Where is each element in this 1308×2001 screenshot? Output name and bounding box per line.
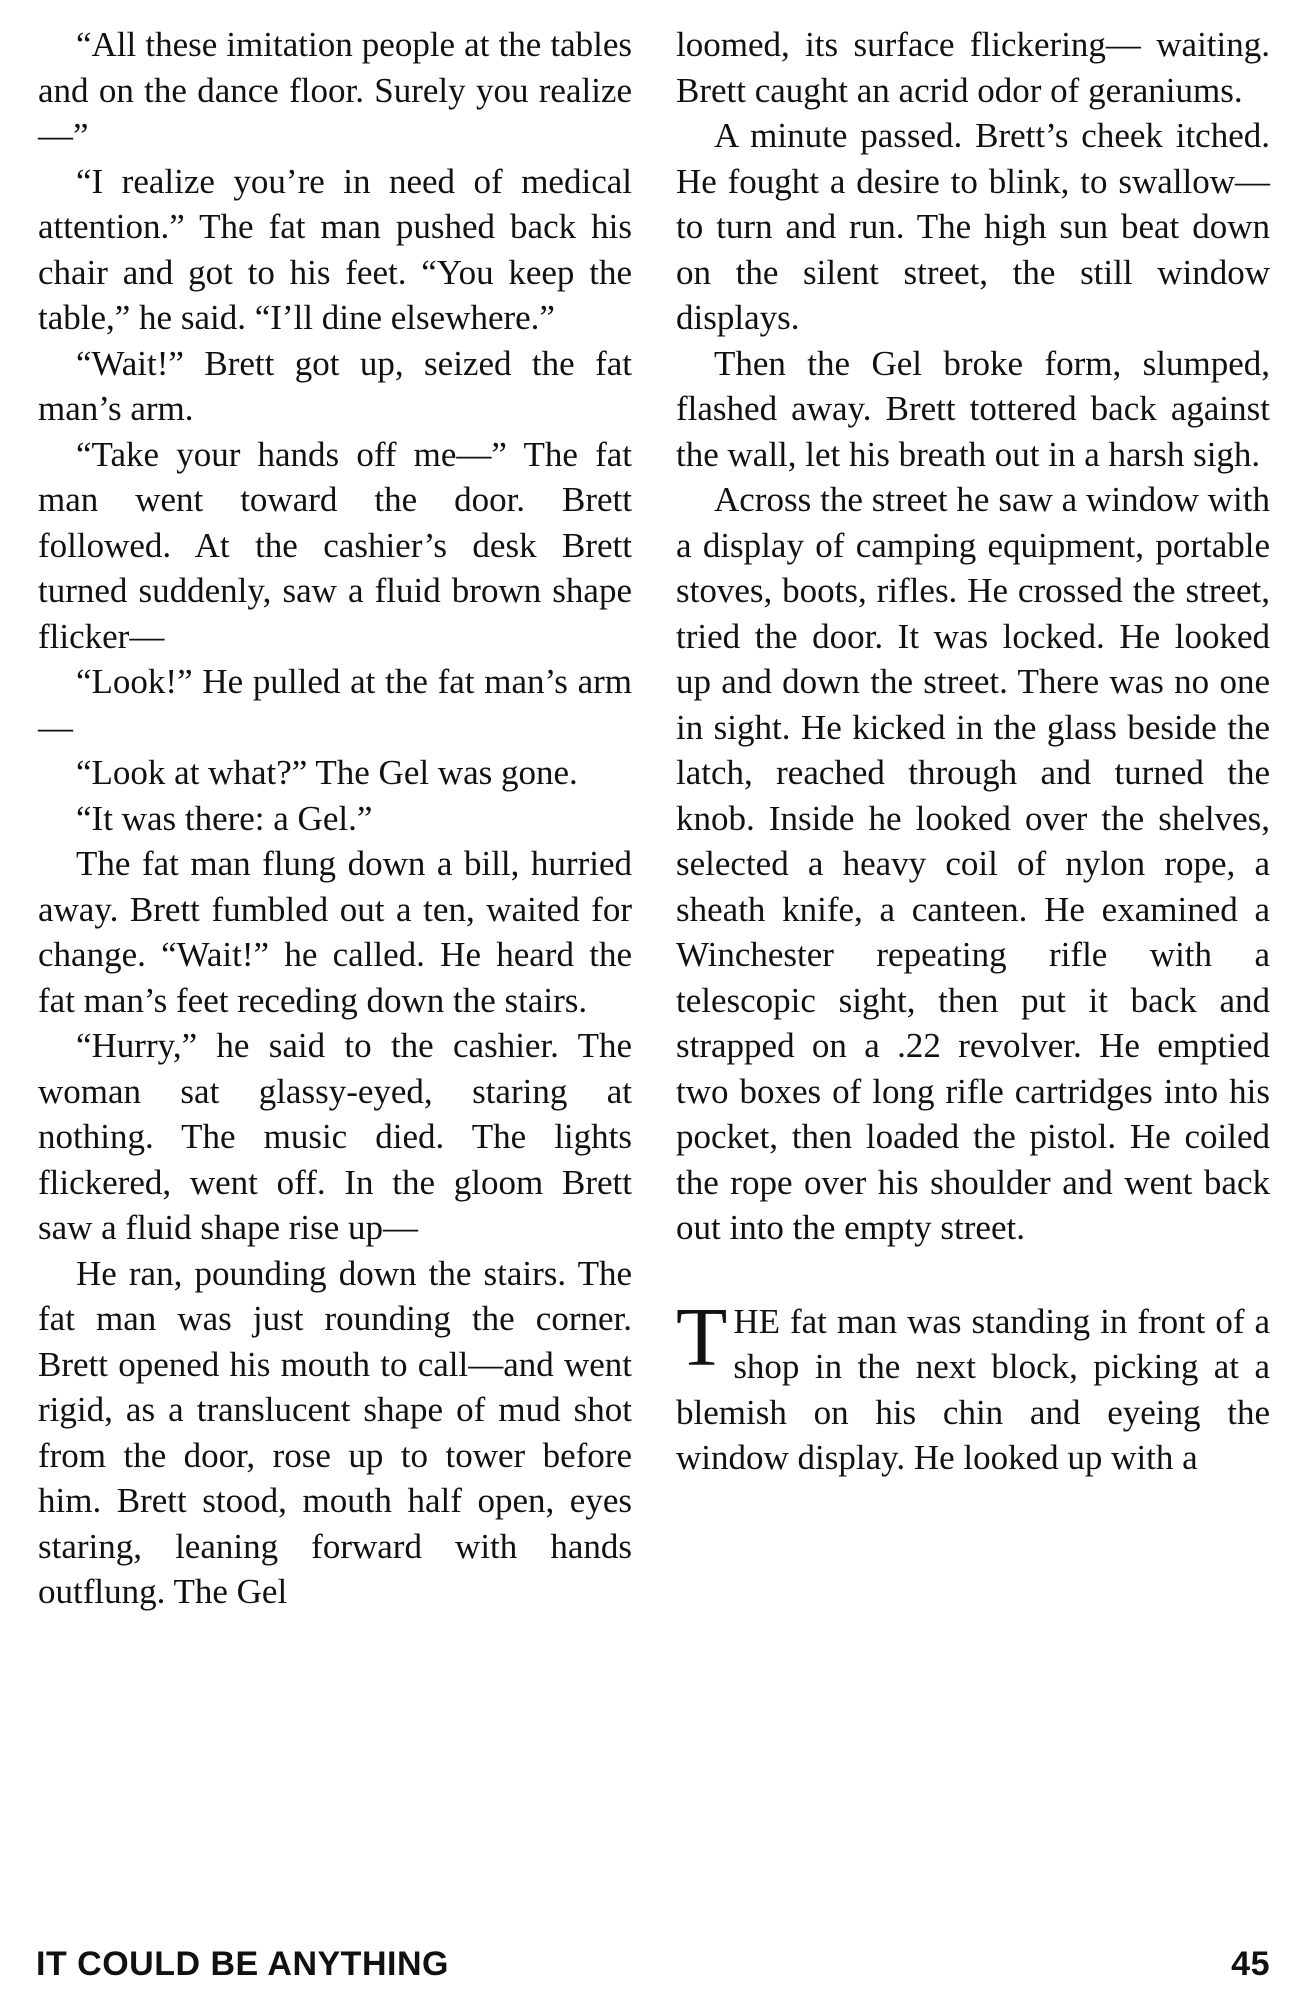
paragraph: “Hurry,” he said to the cashier. The woman sat glassy-eyed, staring at nothing. The music died. The lights flickered, went off. In the gloom Brett saw a fluid shape rise up—	[38, 1026, 632, 1247]
paragraph: loomed, its surface flickering— waiting. Brett caught an acrid odor of geraniums.	[676, 25, 1270, 110]
right-text-column	[676, 22, 1270, 1481]
paragraph: “Look!” He pulled at the fat man’s arm—	[38, 662, 632, 747]
paragraph: “I realize you’re in need of medical attention.” The fat man pushed back his chair and got to his feet. “You keep the table,” he said. “I’ll dine elsewhere.”	[38, 161, 632, 337]
paragraph: “All these imitation people at the tables and on the dance floor. Surely you realize—”	[38, 25, 632, 155]
paragraph: He ran, pounding down the stairs. The fat man was just rounding the corner. Brett opened his mouth to call—and went rigid, as a translucent shape of mud shot from the door, rose up to tower before him. Brett stood, mouth half open, eyes staring, leaning forward with hands outflung. The Gel	[38, 1253, 632, 1611]
paragraph: The fat man flung down a bill, hurried away. Brett fumbled out a ten, waited for change. “Wait!” he called. He heard the fat man’s feet receding down the stairs.	[38, 844, 632, 1020]
running-title: IT COULD BE ANYTHING	[36, 1945, 449, 1983]
section-opening-paragraph	[676, 1290, 1270, 1481]
paragraph: “It was there: a Gel.”	[76, 798, 373, 838]
paragraph: “Look at what?” The Gel was gone.	[76, 753, 578, 792]
section-break	[676, 1251, 1270, 1299]
paragraph: Across the street he saw a window with a display of camping equipment, portable stoves, boots, rifles. He crossed the street, tried the door. It was locked. He looked up and down the street. There was no one in sight. He kicked in the glass beside the latch, reached through and turned the knob. Inside he looked over the shelves, selected a heavy coil of nylon rope, a sheath knife, a canteen. He examined a Winchester repeating rifle with a telescopic sight, then put it back and strapped on a .22 revolver. He emptied two boxes of long rifle cartridges into his pocket, then loaded the pistol. He coiled the rope over his shoulder and went back out into the empty street.	[676, 480, 1270, 1247]
paragraph: “Take your hands off me—” The fat man went toward the door. Brett followed. At the cashier’s desk Brett turned suddenly, saw a fluid brown shape flicker—	[38, 434, 632, 656]
paragraph: “Wait!” Brett got up, seized the fat man’s arm.	[38, 343, 632, 428]
paragraph: A minute passed. Brett’s cheek itched. He fought a desire to blink, to swallow—to turn and run. The high sun beat down on the silent street, the still window displays.	[676, 116, 1270, 337]
drop-cap: T	[676, 1290, 728, 1384]
paragraph: Then the Gel broke form, slumped, flashed away. Brett tottered back against the wall, let his breath out in a harsh sigh.	[676, 343, 1270, 474]
left-text-column	[38, 22, 632, 1615]
page-footer	[36, 1945, 1270, 1989]
page-number: 45	[1231, 1945, 1270, 1983]
section-opening-text: HE fat man was standing in front of a shop in the next block, picking at a blemish on his chin and eyeing the window display. He looked up with a	[676, 1301, 1270, 1477]
